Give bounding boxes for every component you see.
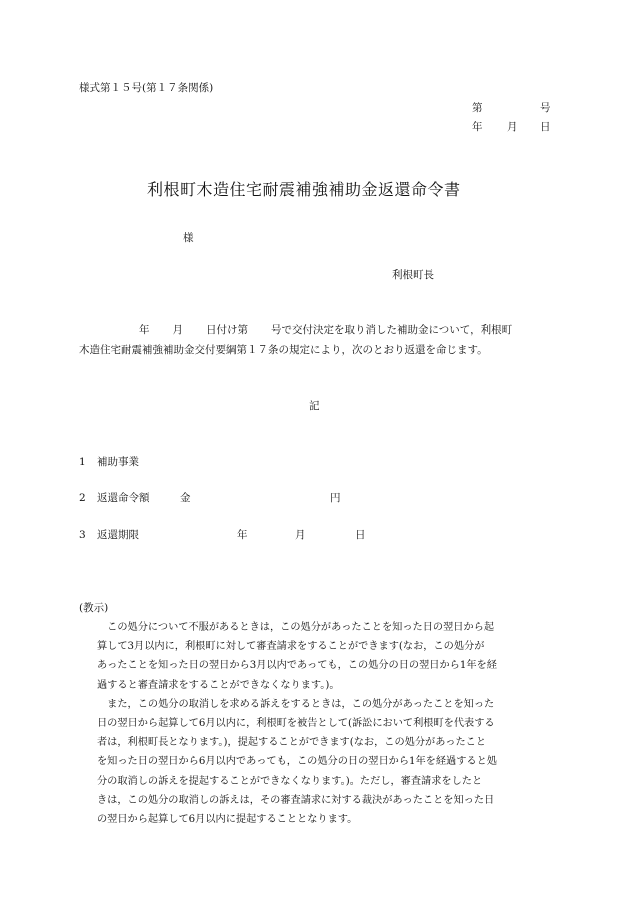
notice-line: 日の翌日から起算して6月以内に，利根町を被告として(訴訟において利根町を代表する: [97, 718, 495, 730]
item-2-prefix: 金: [180, 492, 191, 504]
form-label: 様式第１５号(第１７条関係): [79, 82, 214, 94]
ki-heading: 記: [309, 400, 320, 412]
notice-line: の翌日から起算して6月以内に提起することとなります。: [97, 814, 358, 826]
body-paragraph: [79, 320, 512, 360]
body-month: 月: [172, 324, 183, 336]
body-date-prefix: 日付け第: [206, 324, 248, 336]
notice-line: 者は，利根町長となります。)，提起することができます(なお，この処分があったこと: [97, 737, 487, 749]
item-3-year: 年: [237, 529, 248, 541]
body-line1-rest: 号で交付決定を取り消した補助金について，利根町: [271, 324, 513, 336]
notice-line: この処分について不服があるときは，この処分があったことを知った日の翌日から起: [97, 622, 495, 633]
item-3-day: 日: [355, 529, 366, 541]
notice-line: 分の取消しの訴えを提起することができなくなります。)。ただし，審査請求をしたと: [97, 775, 483, 787]
body-line-1: [79, 320, 512, 340]
notice-line: 過すると審査請求をすることができなくなります。)。: [97, 679, 340, 691]
notice-line: また，この処分の取消しを求める訴えをするときは，この処分があったことを知った: [97, 698, 495, 710]
item-2-label: 返還命令額: [97, 492, 150, 504]
body-year: 年: [139, 324, 150, 336]
notice-line: あったことを知った日の翌日から3月以内であっても，この処分の日の翌日から1年を経: [97, 660, 497, 672]
item-1-number: 1: [79, 456, 86, 468]
item-2-number: 2: [79, 492, 86, 504]
notice-line: きは，この処分の取消しの訴えは，その審査請求に対する裁決があったことを知った日: [97, 794, 495, 806]
header-date-year: 年: [472, 121, 483, 133]
notice-body: [97, 618, 497, 829]
header-date-day: 日: [540, 121, 551, 133]
addressee-suffix: 様: [183, 232, 194, 244]
item-3-label: 返還期限: [97, 529, 139, 541]
header-date-month: 月: [507, 121, 518, 133]
item-3-month: 月: [295, 529, 306, 541]
doc-number-prefix: 第: [472, 102, 483, 114]
item-2-unit: 円: [330, 492, 341, 504]
body-line-2: 木造住宅耐震補強補助金交付要綱第１７条の規定により，次のとおり返還を命じます。: [79, 344, 488, 356]
issuer-name: 利根町長: [392, 269, 434, 281]
item-3-number: 3: [79, 529, 86, 541]
notice-line: を知った日の翌日から6月以内であっても，この処分の日の翌日から1年を経過すると処: [97, 756, 497, 768]
doc-number-suffix: 号: [540, 102, 551, 114]
notice-heading: (教示): [79, 602, 109, 614]
notice-line: 算して3月以内に，利根町に対して審査請求をすることができます(なお，この処分が: [97, 641, 485, 653]
item-1-label: 補助事業: [97, 456, 139, 468]
document-title: 利根町木造住宅耐震補強補助金返還命令書: [147, 180, 461, 199]
